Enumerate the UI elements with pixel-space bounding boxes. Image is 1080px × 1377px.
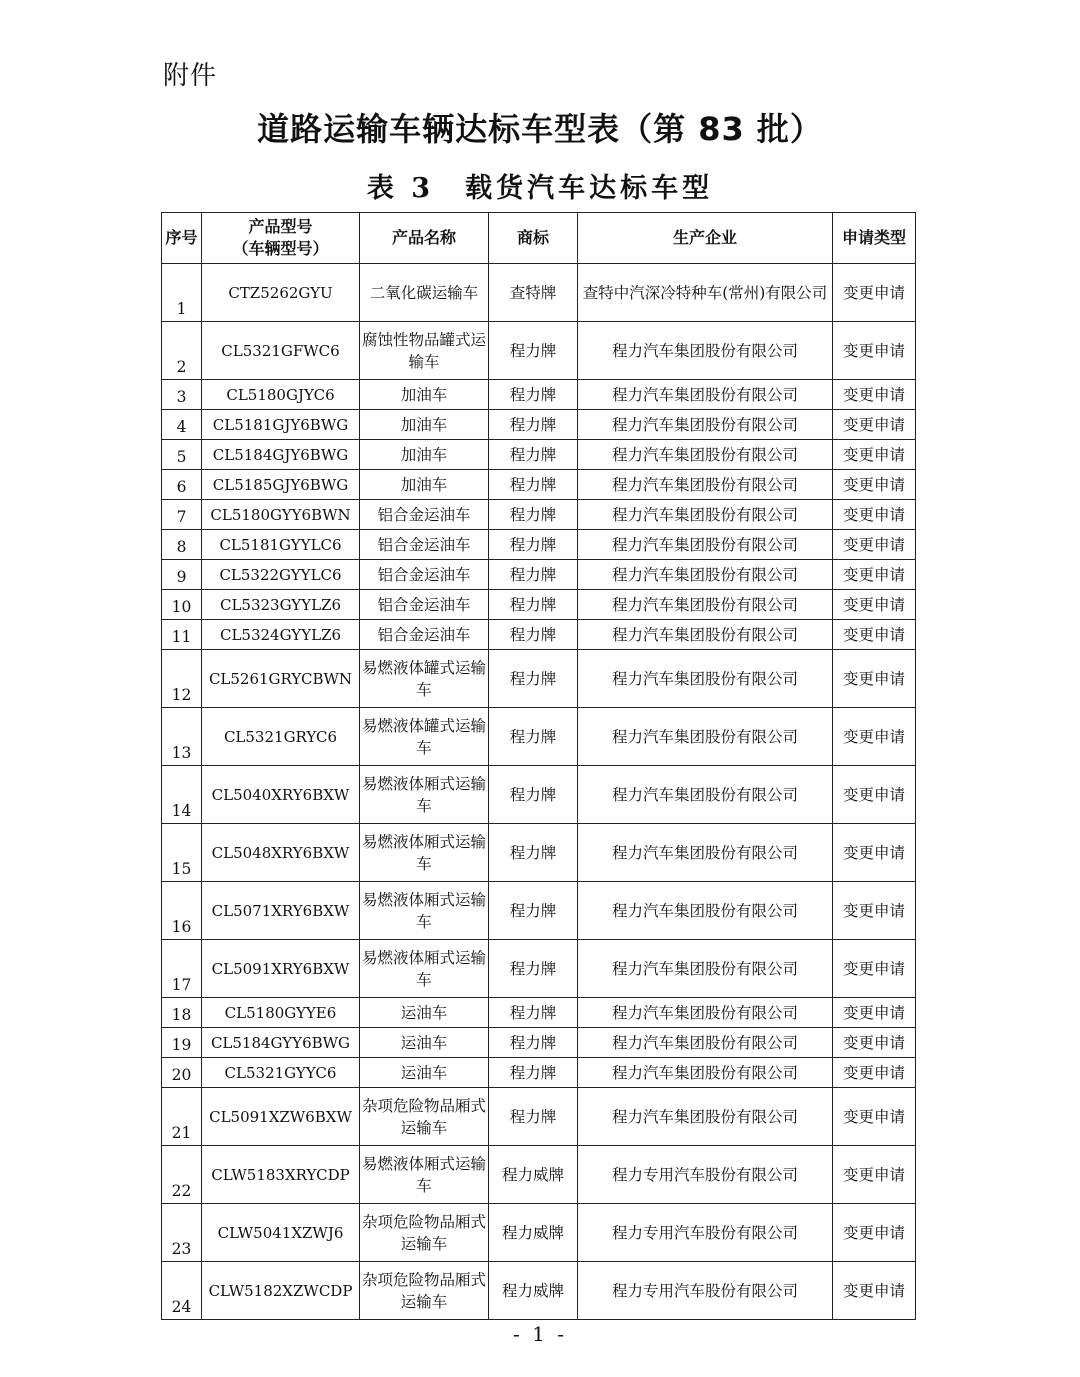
cell-model: CL5181GJY6BWG: [202, 410, 360, 440]
cell-name: 易燃液体厢式运输车: [360, 882, 489, 940]
cell-maker: 程力汽车集团股份有限公司: [578, 380, 833, 410]
cell-name: 杂项危险物品厢式运输车: [360, 1088, 489, 1146]
cell-name: 铝合金运油车: [360, 500, 489, 530]
cell-no: 13: [162, 708, 202, 766]
cell-name: 腐蚀性物品罐式运输车: [360, 322, 489, 380]
cell-model: CL5048XRY6BXW: [202, 824, 360, 882]
cell-type: 变更申请: [833, 322, 916, 380]
cell-model: CL5261GRYCBWN: [202, 650, 360, 708]
cell-no: 14: [162, 766, 202, 824]
table-row: [162, 1262, 916, 1320]
table-row: [162, 530, 916, 560]
cell-maker: 程力汽车集团股份有限公司: [578, 1058, 833, 1088]
table-row: [162, 1088, 916, 1146]
cell-model: CL5323GYYLZ6: [202, 590, 360, 620]
table-row: [162, 998, 916, 1028]
cell-name: 运油车: [360, 1028, 489, 1058]
cell-brand: 程力牌: [489, 650, 578, 708]
cell-model: CL5321GFWC6: [202, 322, 360, 380]
cell-name: 易燃液体厢式运输车: [360, 940, 489, 998]
cell-no: 7: [162, 500, 202, 530]
table-row: [162, 940, 916, 998]
cell-type: 变更申请: [833, 1028, 916, 1058]
cell-type: 变更申请: [833, 1204, 916, 1262]
cell-brand: 程力牌: [489, 440, 578, 470]
cell-brand: 程力牌: [489, 940, 578, 998]
cell-no: 19: [162, 1028, 202, 1058]
cell-model: CL5180GYYE6: [202, 998, 360, 1028]
cell-no: 6: [162, 470, 202, 500]
header-model-line2: （车辆型号）: [232, 239, 329, 258]
cell-no: 20: [162, 1058, 202, 1088]
cell-type: 变更申请: [833, 500, 916, 530]
cell-model: CL5071XRY6BXW: [202, 882, 360, 940]
cell-maker: 程力汽车集团股份有限公司: [578, 766, 833, 824]
table-row: [162, 1028, 916, 1058]
cell-brand: 程力威牌: [489, 1146, 578, 1204]
cell-brand: 程力威牌: [489, 1262, 578, 1320]
cell-model: CL5091XRY6BXW: [202, 940, 360, 998]
cell-model: CLW5182XZWCDP: [202, 1262, 360, 1320]
header-type: 申请类型: [833, 213, 916, 264]
cell-name: 铝合金运油车: [360, 620, 489, 650]
cell-model: CL5184GYY6BWG: [202, 1028, 360, 1058]
table-row: [162, 708, 916, 766]
table-row: [162, 264, 916, 322]
cell-no: 24: [162, 1262, 202, 1320]
table-body: [162, 264, 916, 1320]
cell-model: CL5181GYYLC6: [202, 530, 360, 560]
header-maker: 生产企业: [578, 213, 833, 264]
cell-no: 11: [162, 620, 202, 650]
cell-type: 变更申请: [833, 1146, 916, 1204]
cell-type: 变更申请: [833, 1058, 916, 1088]
cell-type: 变更申请: [833, 560, 916, 590]
cell-type: 变更申请: [833, 380, 916, 410]
cell-brand: 程力牌: [489, 530, 578, 560]
cell-maker: 程力汽车集团股份有限公司: [578, 824, 833, 882]
vehicle-table: [161, 212, 916, 1320]
table-row: [162, 620, 916, 650]
cell-brand: 程力牌: [489, 500, 578, 530]
cell-model: CL5321GYYC6: [202, 1058, 360, 1088]
table-row: [162, 650, 916, 708]
cell-name: 易燃液体罐式运输车: [360, 708, 489, 766]
table-header-row: [162, 213, 916, 264]
cell-model: CLW5041XZWJ6: [202, 1204, 360, 1262]
table-row: [162, 440, 916, 470]
cell-name: 铝合金运油车: [360, 530, 489, 560]
cell-type: 变更申请: [833, 530, 916, 560]
cell-name: 二氧化碳运输车: [360, 264, 489, 322]
cell-no: 3: [162, 380, 202, 410]
cell-maker: 程力汽车集团股份有限公司: [578, 590, 833, 620]
cell-no: 8: [162, 530, 202, 560]
cell-model: CL5040XRY6BXW: [202, 766, 360, 824]
header-name: 产品名称: [360, 213, 489, 264]
cell-no: 12: [162, 650, 202, 708]
cell-brand: 程力牌: [489, 620, 578, 650]
cell-name: 加油车: [360, 380, 489, 410]
cell-model: CL5180GJYC6: [202, 380, 360, 410]
attachment-label: 附件: [163, 61, 218, 91]
cell-no: 22: [162, 1146, 202, 1204]
cell-maker: 程力专用汽车股份有限公司: [578, 1146, 833, 1204]
cell-maker: 程力汽车集团股份有限公司: [578, 1088, 833, 1146]
cell-maker: 程力汽车集团股份有限公司: [578, 882, 833, 940]
cell-no: 17: [162, 940, 202, 998]
cell-name: 加油车: [360, 440, 489, 470]
cell-name: 铝合金运油车: [360, 590, 489, 620]
table-row: [162, 560, 916, 590]
cell-type: 变更申请: [833, 766, 916, 824]
cell-name: 易燃液体罐式运输车: [360, 650, 489, 708]
cell-model: CL5185GJY6BWG: [202, 470, 360, 500]
cell-model: CL5324GYYLZ6: [202, 620, 360, 650]
cell-model: CL5322GYYLC6: [202, 560, 360, 590]
cell-no: 5: [162, 440, 202, 470]
cell-maker: 程力汽车集团股份有限公司: [578, 620, 833, 650]
cell-type: 变更申请: [833, 590, 916, 620]
cell-no: 9: [162, 560, 202, 590]
cell-name: 加油车: [360, 410, 489, 440]
cell-type: 变更申请: [833, 882, 916, 940]
cell-brand: 程力牌: [489, 766, 578, 824]
cell-no: 15: [162, 824, 202, 882]
cell-brand: 程力牌: [489, 1058, 578, 1088]
cell-type: 变更申请: [833, 1088, 916, 1146]
page-title: 道路运输车辆达标车型表（第 83 批）: [257, 110, 823, 148]
cell-type: 变更申请: [833, 998, 916, 1028]
cell-name: 杂项危险物品厢式运输车: [360, 1262, 489, 1320]
table-row: [162, 410, 916, 440]
table-row: [162, 380, 916, 410]
table-row: [162, 766, 916, 824]
cell-brand: 程力牌: [489, 998, 578, 1028]
cell-maker: 程力汽车集团股份有限公司: [578, 1028, 833, 1058]
cell-model: CL5180GYY6BWN: [202, 500, 360, 530]
cell-no: 2: [162, 322, 202, 380]
cell-type: 变更申请: [833, 940, 916, 998]
cell-brand: 程力牌: [489, 1088, 578, 1146]
cell-name: 易燃液体厢式运输车: [360, 1146, 489, 1204]
cell-model: CL5321GRYC6: [202, 708, 360, 766]
table-row: [162, 824, 916, 882]
cell-brand: 程力牌: [489, 470, 578, 500]
cell-model: CL5184GJY6BWG: [202, 440, 360, 470]
header-model: [202, 213, 360, 264]
cell-name: 杂项危险物品厢式运输车: [360, 1204, 489, 1262]
cell-maker: 查特中汽深冷特种车(常州)有限公司: [578, 264, 833, 322]
cell-maker: 程力专用汽车股份有限公司: [578, 1262, 833, 1320]
cell-maker: 程力汽车集团股份有限公司: [578, 470, 833, 500]
cell-brand: 程力牌: [489, 882, 578, 940]
cell-maker: 程力汽车集团股份有限公司: [578, 940, 833, 998]
cell-brand: 程力牌: [489, 410, 578, 440]
cell-type: 变更申请: [833, 650, 916, 708]
cell-brand: 查特牌: [489, 264, 578, 322]
cell-type: 变更申请: [833, 264, 916, 322]
cell-brand: 程力牌: [489, 824, 578, 882]
cell-name: 加油车: [360, 470, 489, 500]
cell-maker: 程力汽车集团股份有限公司: [578, 440, 833, 470]
header-brand: 商标: [489, 213, 578, 264]
cell-type: 变更申请: [833, 708, 916, 766]
cell-maker: 程力专用汽车股份有限公司: [578, 1204, 833, 1262]
header-no: 序号: [162, 213, 202, 264]
cell-type: 变更申请: [833, 824, 916, 882]
table-row: [162, 1058, 916, 1088]
cell-brand: 程力牌: [489, 708, 578, 766]
table-row: [162, 470, 916, 500]
cell-name: 运油车: [360, 998, 489, 1028]
cell-maker: 程力汽车集团股份有限公司: [578, 410, 833, 440]
table-row: [162, 1146, 916, 1204]
cell-name: 运油车: [360, 1058, 489, 1088]
cell-maker: 程力汽车集团股份有限公司: [578, 530, 833, 560]
cell-no: 16: [162, 882, 202, 940]
cell-no: 1: [162, 264, 202, 322]
table-row: [162, 882, 916, 940]
cell-model: CLW5183XRYCDP: [202, 1146, 360, 1204]
cell-no: 21: [162, 1088, 202, 1146]
cell-maker: 程力汽车集团股份有限公司: [578, 650, 833, 708]
cell-brand: 程力牌: [489, 1028, 578, 1058]
cell-type: 变更申请: [833, 470, 916, 500]
cell-maker: 程力汽车集团股份有限公司: [578, 708, 833, 766]
page-number: - 1 -: [513, 1322, 567, 1346]
cell-maker: 程力汽车集团股份有限公司: [578, 500, 833, 530]
cell-maker: 程力汽车集团股份有限公司: [578, 560, 833, 590]
cell-name: 铝合金运油车: [360, 560, 489, 590]
table-row: [162, 1204, 916, 1262]
cell-type: 变更申请: [833, 410, 916, 440]
cell-maker: 程力汽车集团股份有限公司: [578, 998, 833, 1028]
table-row: [162, 500, 916, 530]
cell-no: 4: [162, 410, 202, 440]
cell-no: 23: [162, 1204, 202, 1262]
cell-type: 变更申请: [833, 440, 916, 470]
cell-type: 变更申请: [833, 1262, 916, 1320]
cell-name: 易燃液体厢式运输车: [360, 824, 489, 882]
table-row: [162, 590, 916, 620]
cell-no: 10: [162, 590, 202, 620]
cell-type: 变更申请: [833, 620, 916, 650]
cell-brand: 程力牌: [489, 590, 578, 620]
cell-brand: 程力威牌: [489, 1204, 578, 1262]
header-model-line1: 产品型号: [248, 217, 313, 236]
table-row: [162, 322, 916, 380]
cell-brand: 程力牌: [489, 322, 578, 380]
table-subtitle: 表 3 载货汽车达标车型: [366, 173, 714, 204]
cell-model: CL5091XZW6BXW: [202, 1088, 360, 1146]
cell-no: 18: [162, 998, 202, 1028]
cell-brand: 程力牌: [489, 380, 578, 410]
cell-model: CTZ5262GYU: [202, 264, 360, 322]
cell-brand: 程力牌: [489, 560, 578, 590]
cell-name: 易燃液体厢式运输车: [360, 766, 489, 824]
cell-maker: 程力汽车集团股份有限公司: [578, 322, 833, 380]
